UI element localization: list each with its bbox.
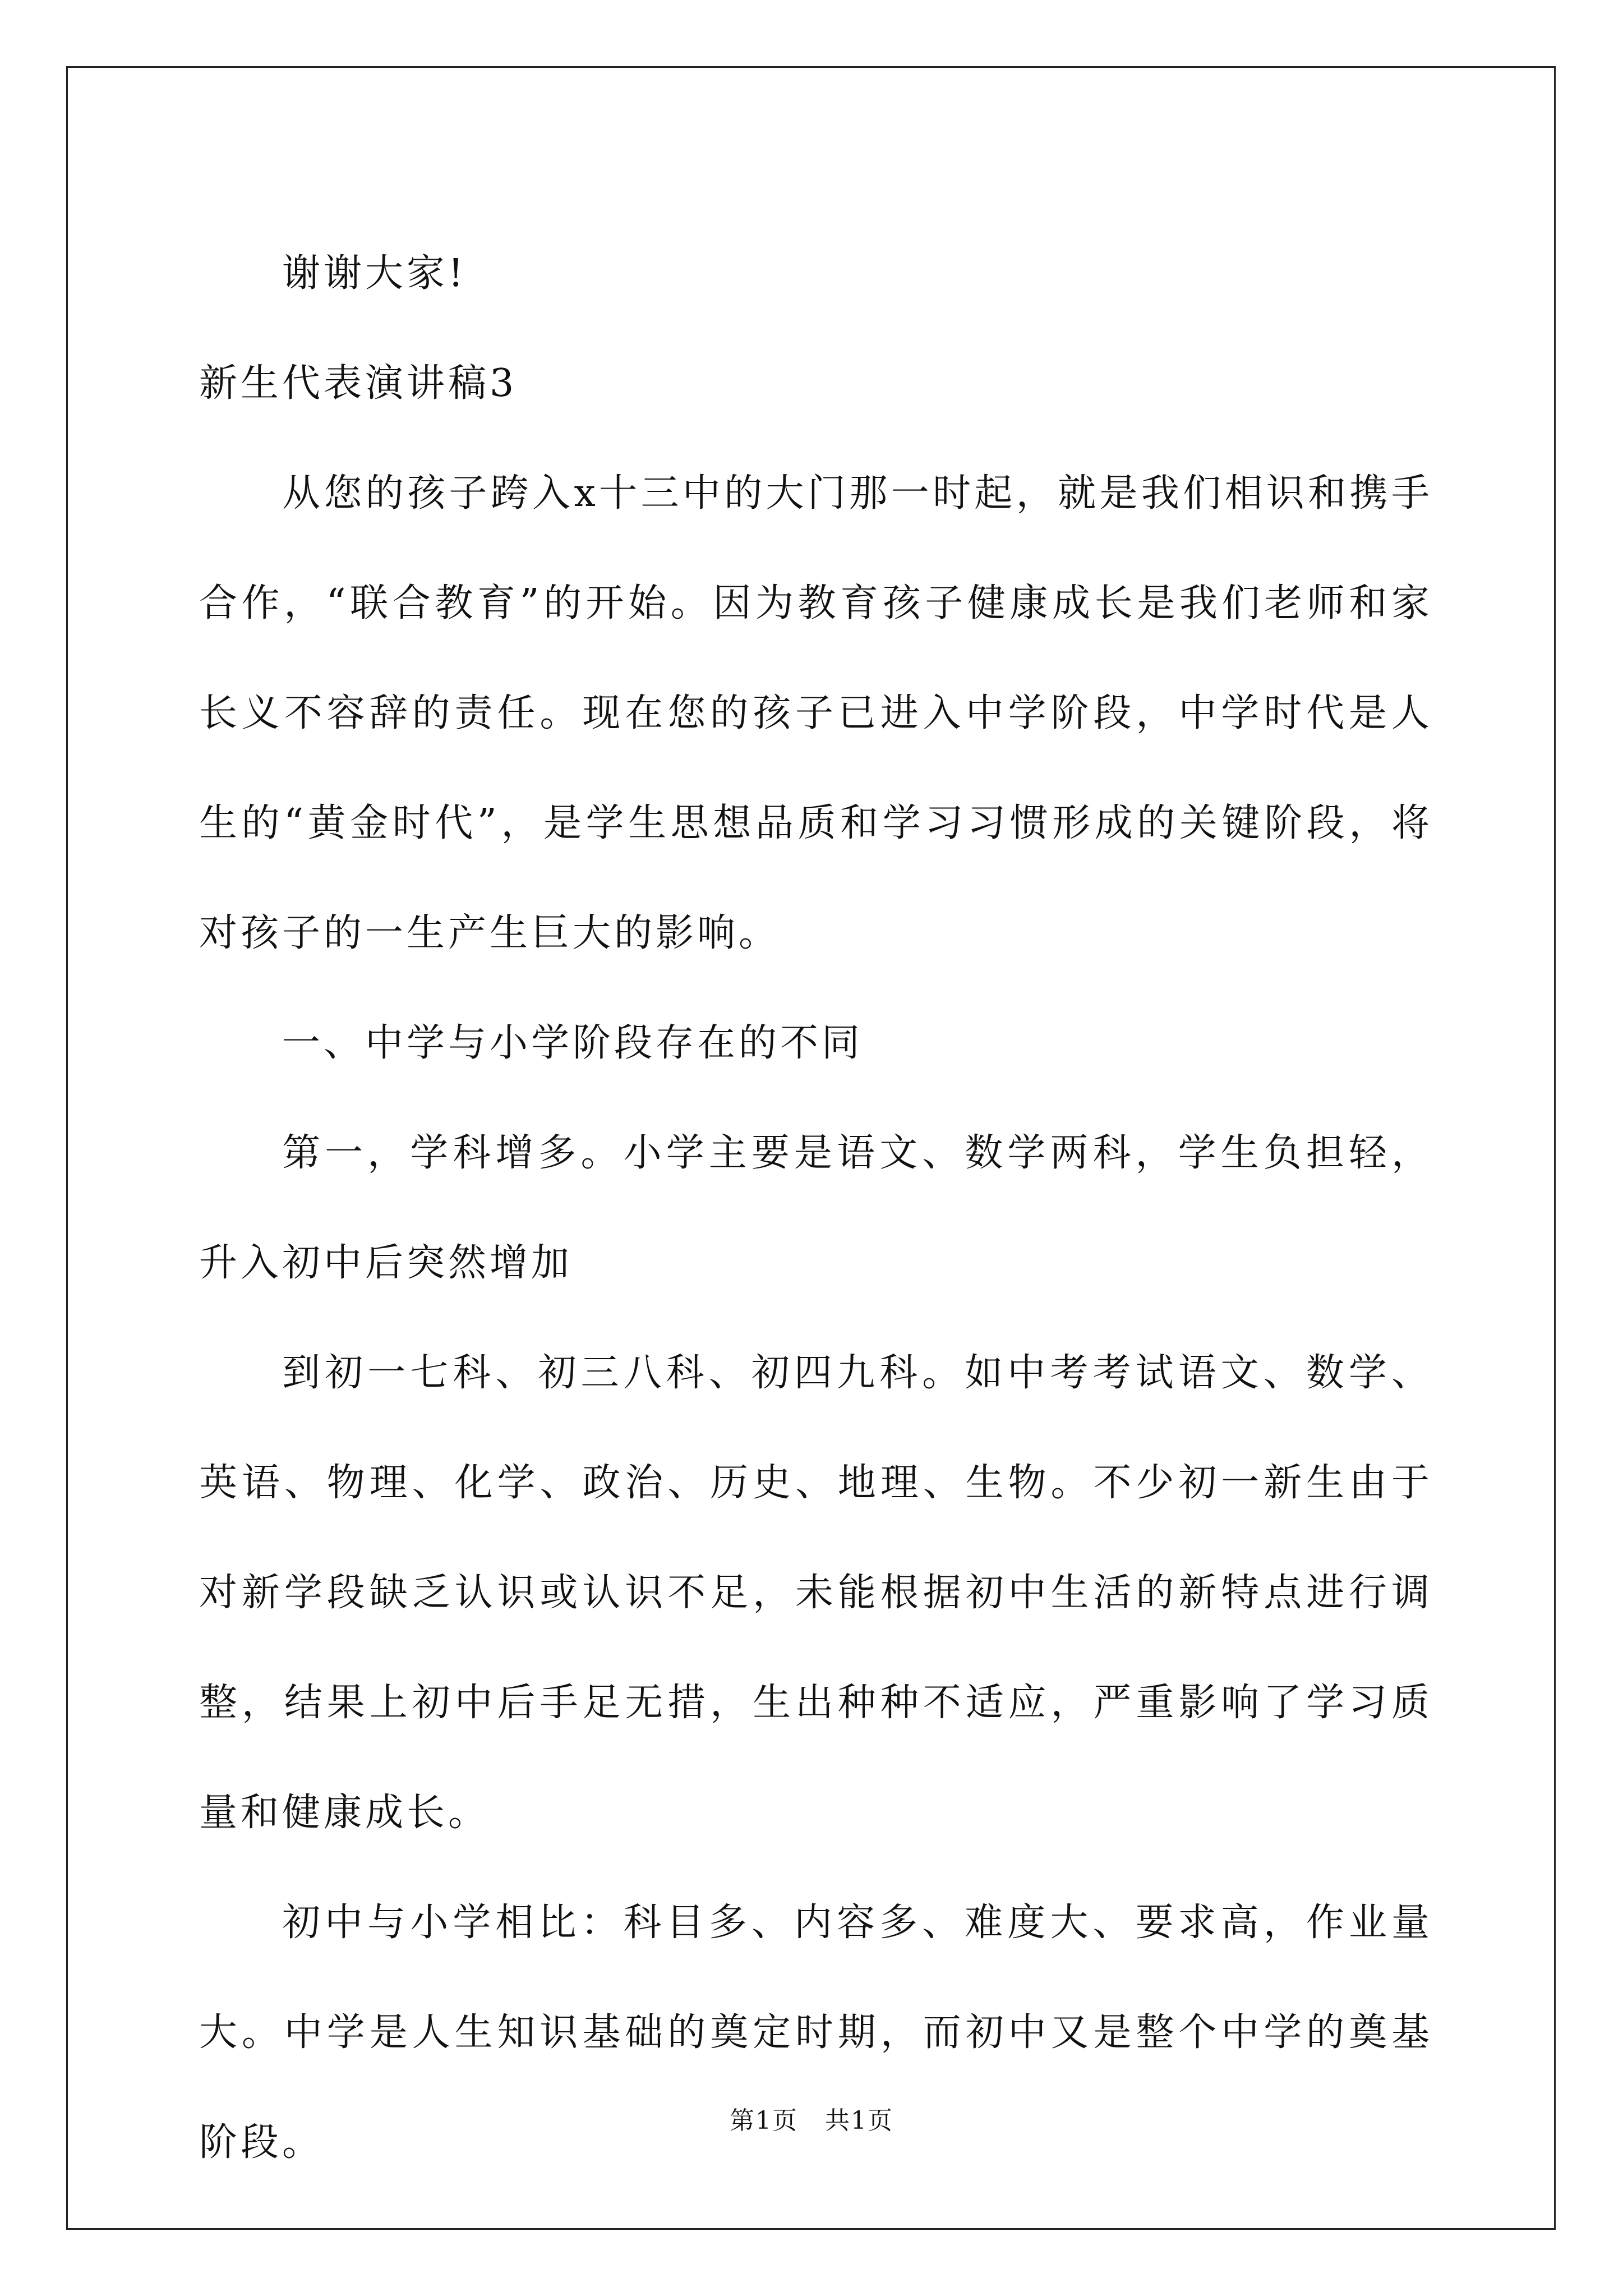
document-body xyxy=(199,219,1433,2198)
closing-thanks: 谢谢大家! xyxy=(282,251,467,296)
paragraph-comparison: 初中与小学相比：科目多、内容多、难度大、要求高，作业量大。中学是人生知识基础的奠定时期，而初中又是整个中学的奠基阶段。 xyxy=(199,1901,1433,2165)
paragraph-subjects: 到初一七科、初三八科、初四九科。如中考考试语文、数学、英语、物理、化学、政治、历史、地理、生物。不少初一新生由于对新学段缺乏认识或认识不足，未能根据初中生活的新特点进行调整，结果上初中后手足无措，生出种种不适应，严重影响了学习质量和健康成长。 xyxy=(199,1351,1433,1835)
page-footer xyxy=(0,2100,1623,2136)
paragraph-intro: 从您的孩子跨入x十三中的大门那一时起，就是我们相识和携手合作，“联合教育”的开始。因为教育孩子健康成长是我们老师和家长义不容辞的责任。现在您的孩子已进入中学阶段，中学时代是人生的“黄金时代”，是学生思想品质和学习习惯形成的关键阶段，将对孩子的一生产生巨大的影响。 xyxy=(199,471,1433,955)
section-title: 新生代表演讲稿3 xyxy=(199,361,518,406)
paragraph-first-point: 第一，学科增多。小学主要是语文、数学两科，学生负担轻，升入初中后突然增加 xyxy=(199,1131,1433,1285)
heading-differences: 一、中学与小学阶段存在的不同 xyxy=(282,1021,864,1065)
page-total: 共1页 xyxy=(825,2106,893,2135)
page-number: 第1页 xyxy=(730,2106,798,2135)
